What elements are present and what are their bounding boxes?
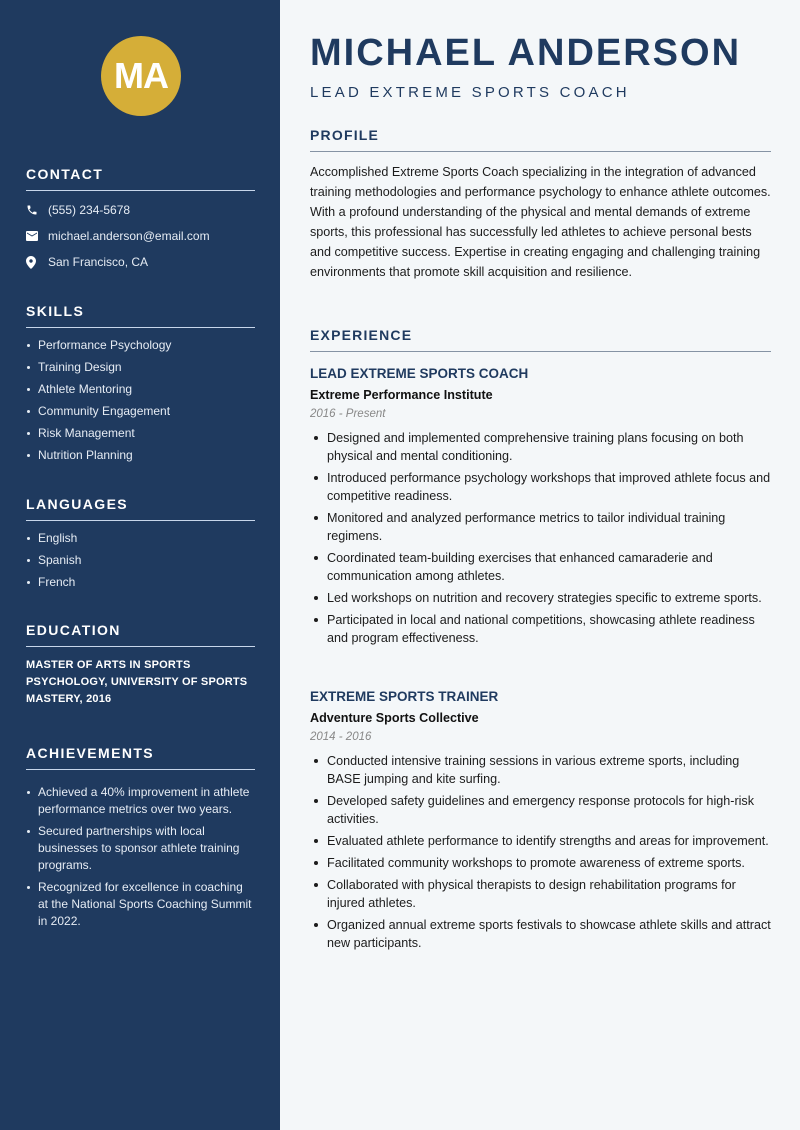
job-bullet: Conducted intensive training sessions in various extreme sports, including BASE jumping and kite surfing. xyxy=(310,752,771,788)
job-bullet: Participated in local and national competitions, showcasing athlete readiness and program effectiveness. xyxy=(310,611,771,647)
job-entry xyxy=(310,366,771,651)
languages-heading: LANGUAGES xyxy=(26,496,255,521)
job-title: EXTREME SPORTS TRAINER xyxy=(310,689,499,704)
language-item: French xyxy=(26,574,255,591)
job-company: Adventure Sports Collective xyxy=(310,711,479,725)
sidebar xyxy=(0,0,280,1130)
candidate-name: MICHAEL ANDERSON xyxy=(310,32,742,74)
skills-section xyxy=(26,303,255,469)
experience-section xyxy=(310,327,771,352)
job-bullet: Evaluated athlete performance to identify strengths and areas for improvement. xyxy=(310,832,771,850)
education-heading: EDUCATION xyxy=(26,622,255,647)
avatar xyxy=(101,36,181,116)
experience-heading: EXPERIENCE xyxy=(310,327,771,352)
email-icon xyxy=(26,231,48,241)
job-company: Extreme Performance Institute xyxy=(310,388,493,402)
job-dates: 2016 - Present xyxy=(310,408,386,420)
achievement-item: Achieved a 40% improvement in athlete performance metrics over two years. xyxy=(26,784,255,818)
contact-section xyxy=(26,166,255,275)
achievement-item: Secured partnerships with local businesses to sponsor athlete training programs. xyxy=(26,823,255,874)
profile-heading: PROFILE xyxy=(310,127,771,152)
job-bullets xyxy=(310,752,771,952)
avatar-initials: MA xyxy=(114,55,168,96)
education-section xyxy=(26,622,255,708)
job-dates: 2014 - 2016 xyxy=(310,731,372,743)
profile-section xyxy=(310,127,771,282)
skill-item: Training Design xyxy=(26,359,255,376)
skill-item: Nutrition Planning xyxy=(26,447,255,464)
achievements-section xyxy=(26,745,255,935)
job-bullets xyxy=(310,429,771,647)
candidate-title: LEAD EXTREME SPORTS COACH xyxy=(310,84,630,101)
language-item: English xyxy=(26,530,255,547)
achievements-heading: ACHIEVEMENTS xyxy=(26,745,255,770)
job-bullet: Organized annual extreme sports festivals to showcase athlete skills and attract new participants. xyxy=(310,916,771,952)
skill-item: Athlete Mentoring xyxy=(26,381,255,398)
achievements-list xyxy=(26,784,255,930)
job-title: LEAD EXTREME SPORTS COACH xyxy=(310,366,529,381)
achievement-item: Recognized for excellence in coaching at the National Sports Coaching Summit in 2022. xyxy=(26,879,255,930)
job-entry xyxy=(310,689,771,956)
contact-heading: CONTACT xyxy=(26,166,255,191)
job-bullet: Collaborated with physical therapists to design rehabilitation programs for injured athletes. xyxy=(310,876,771,912)
skills-heading: SKILLS xyxy=(26,303,255,328)
phone-icon xyxy=(26,204,48,216)
job-bullet: Facilitated community workshops to promote awareness of extreme sports. xyxy=(310,854,771,872)
contact-phone[interactable] xyxy=(26,197,255,223)
email-text: michael.anderson@email.com xyxy=(48,229,210,243)
job-bullet: Introduced performance psychology workshops that improved athlete focus and competitive readiness. xyxy=(310,469,771,505)
education-entry: MASTER OF ARTS IN SPORTS PSYCHOLOGY, UNIVERSITY OF SPORTS MASTERY, 2016 xyxy=(26,659,248,705)
skills-list xyxy=(26,337,255,464)
contact-email[interactable] xyxy=(26,223,255,249)
job-bullet: Monitored and analyzed performance metrics to tailor individual training regimens. xyxy=(310,509,771,545)
skill-item: Performance Psychology xyxy=(26,337,255,354)
job-bullet: Developed safety guidelines and emergency response protocols for high-risk activities. xyxy=(310,792,771,828)
location-pin-icon xyxy=(26,256,48,269)
contact-location xyxy=(26,249,255,275)
language-item: Spanish xyxy=(26,552,255,569)
job-bullet: Designed and implemented comprehensive training plans focusing on both physical and mental conditioning. xyxy=(310,429,771,465)
profile-summary: Accomplished Extreme Sports Coach specializing in the integration of advanced training methodologies and performance psychology to enhance athlete outcomes. With a profound understanding of the physical and mental demands of extreme sports, this professional has successfully led athletes to achieve personal bests and competitive success. Expertise in creating engaging and challenging training environments that promote skill acquisition and resilience. xyxy=(310,165,771,279)
skill-item: Community Engagement xyxy=(26,403,255,420)
languages-section xyxy=(26,496,255,596)
job-bullet: Led workshops on nutrition and recovery strategies specific to extreme sports. xyxy=(310,589,771,607)
languages-list xyxy=(26,530,255,591)
phone-text: (555) 234-5678 xyxy=(48,203,131,217)
job-bullet: Coordinated team-building exercises that enhanced camaraderie and communication among athletes. xyxy=(310,549,771,585)
location-text: San Francisco, CA xyxy=(48,255,149,269)
skill-item: Risk Management xyxy=(26,425,255,442)
